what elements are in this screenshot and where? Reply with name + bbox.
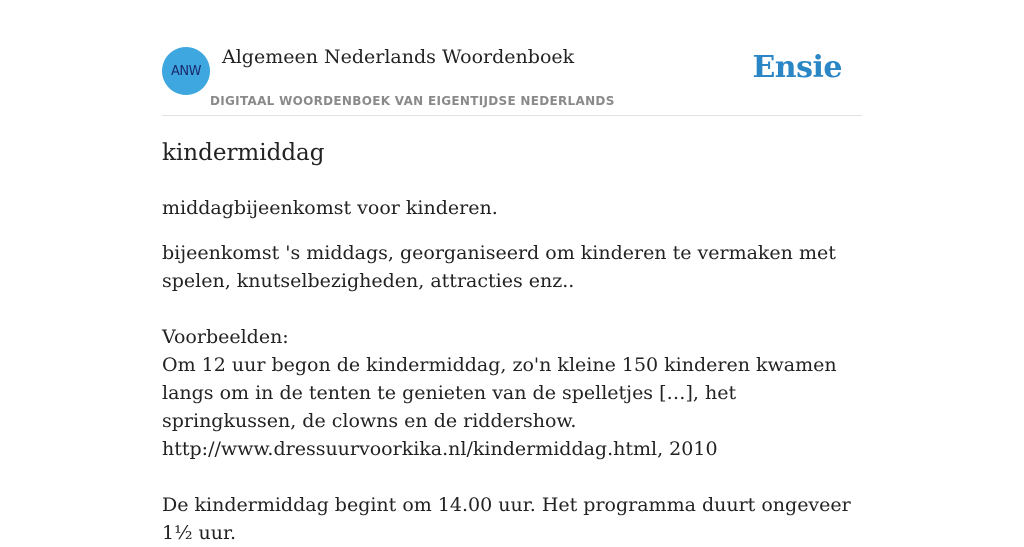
example-text: Om 12 uur begon de kindermiddag, zo'n kleine 150 kinderen kwamen langs om in de tenten te genieten van de spelletjes […], het springkussen, de clowns en de riddershow. bbox=[162, 354, 837, 432]
anw-logo[interactable] bbox=[162, 47, 210, 95]
site-subtitle: DIGITAAL WOORDENBOEK VAN EIGENTIJDSE NEDERLANDS bbox=[210, 94, 615, 108]
spacer bbox=[162, 295, 862, 323]
examples-heading: Voorbeelden: bbox=[162, 326, 289, 348]
short-definition: middagbijeenkomst voor kinderen. bbox=[162, 197, 498, 219]
spacer bbox=[162, 463, 862, 491]
page bbox=[162, 0, 862, 544]
site-title[interactable]: Algemeen Nederlands Woordenboek bbox=[222, 46, 575, 68]
example-source: http://www.dressuurvoorkika.nl/kindermiddag.html, 2010 bbox=[162, 438, 718, 460]
long-definition: bijeenkomst 's middags, georganiseerd om kinderen te vermaken met spelen, knutselbezigheden, attracties enz.. bbox=[162, 242, 836, 292]
site-header bbox=[162, 0, 862, 116]
entry-title: kindermiddag bbox=[162, 140, 325, 166]
ensie-brand-logo[interactable]: Ensie bbox=[752, 50, 842, 85]
long-definition-block bbox=[162, 239, 862, 547]
example-text: De kindermiddag begint om 14.00 uur. Het programma duurt ongeveer 1½ uur. bbox=[162, 494, 851, 544]
logo-text: ANW bbox=[171, 63, 201, 79]
